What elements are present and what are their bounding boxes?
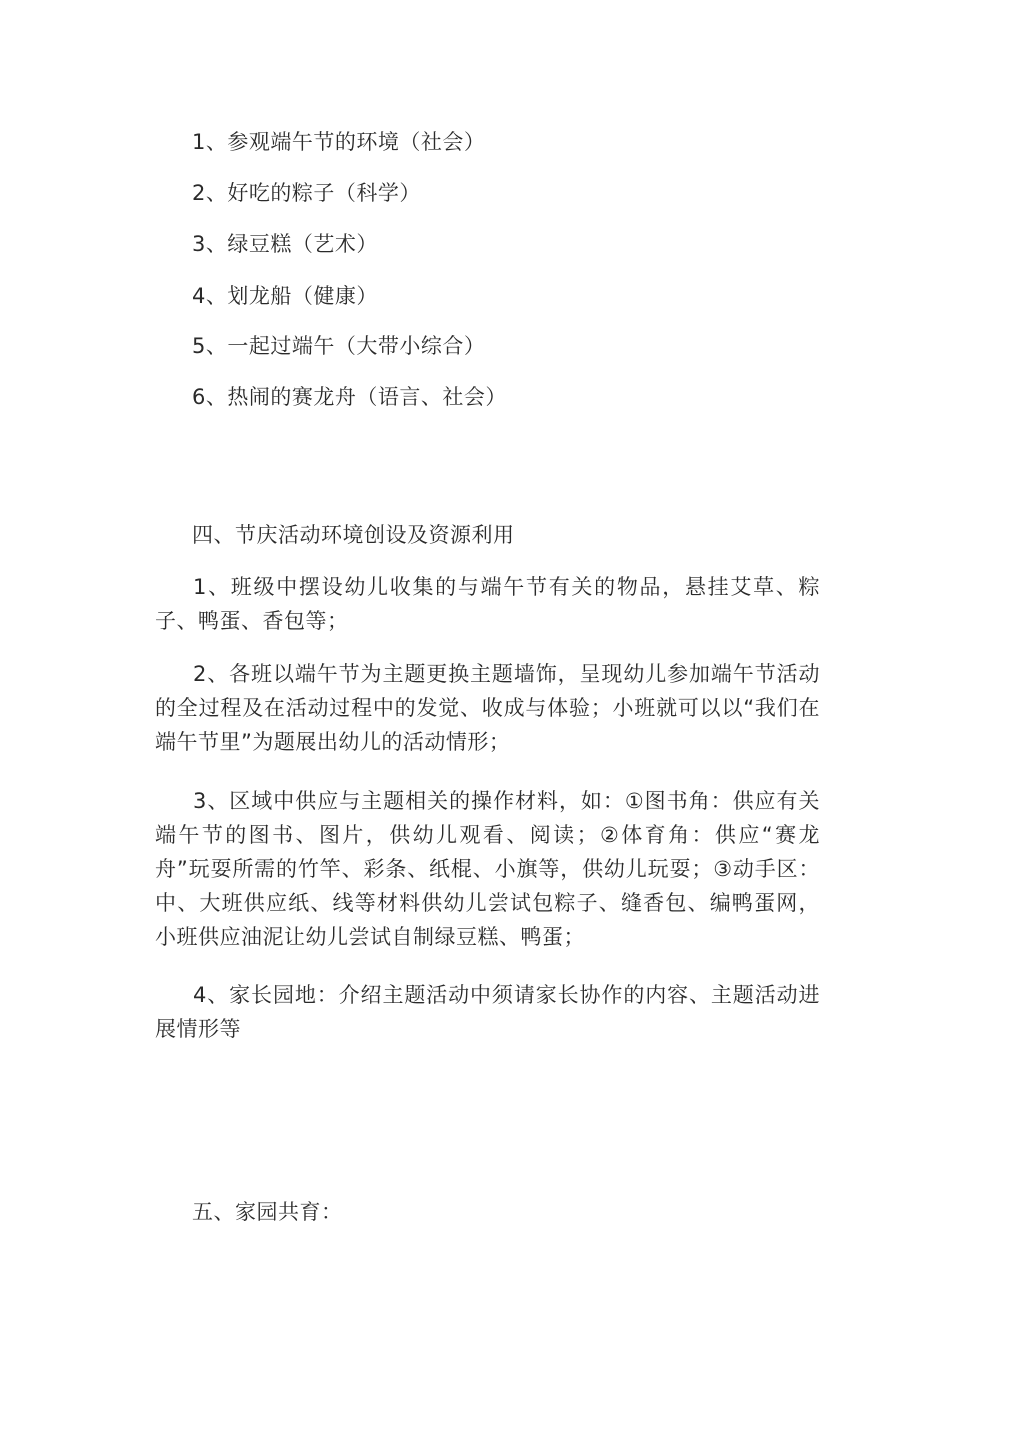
activity-item-5: 5、一起过端午（大带小综合）	[192, 334, 486, 358]
activity-item-2: 2、好吃的粽子（科学）	[192, 181, 421, 205]
section-4-item-4: 4、家长园地：介绍主题活动中须请家长协作的内容、主题活动进展情形等	[155, 983, 820, 1041]
section-5-heading: 五、家园共育：	[192, 1200, 343, 1224]
section-4-item-2: 2、各班以端午节为主题更换主题墙饰，呈现幼儿参加端午节活动的全过程及在活动过程中的发觉、收成与体验；小班就可以以“我们在端午节里”为题展出幼儿的活动情形；	[155, 662, 820, 754]
section-4-heading: 四、节庆活动环境创设及资源利用	[192, 523, 515, 547]
activity-item-6: 6、热闹的赛龙舟（语言、社会）	[192, 385, 507, 409]
section-4-item-1: 1、班级中摆设幼儿收集的与端午节有关的物品，悬挂艾草、粽子、鸭蛋、香包等；	[155, 575, 820, 633]
activity-item-3: 3、绿豆糕（艺术）	[192, 232, 378, 256]
activity-item-1: 1、参观端午节的环境（社会）	[192, 130, 486, 154]
activity-item-4: 4、划龙船（健康）	[192, 284, 378, 308]
section-4-item-3: 3、区域中供应与主题相关的操作材料，如：①图书角：供应有关端午节的图书、图片，供幼儿观看、阅读；②体育角：供应“赛龙舟”玩耍所需的竹竿、彩条、纸棍、小旗等，供幼儿玩耍；③动手区：中、大班供应纸、线等材料供幼儿尝试包粽子、缝香包、编鸭蛋网，小班供应油泥让幼儿尝试自制绿豆糕、鸭蛋；	[155, 789, 820, 949]
